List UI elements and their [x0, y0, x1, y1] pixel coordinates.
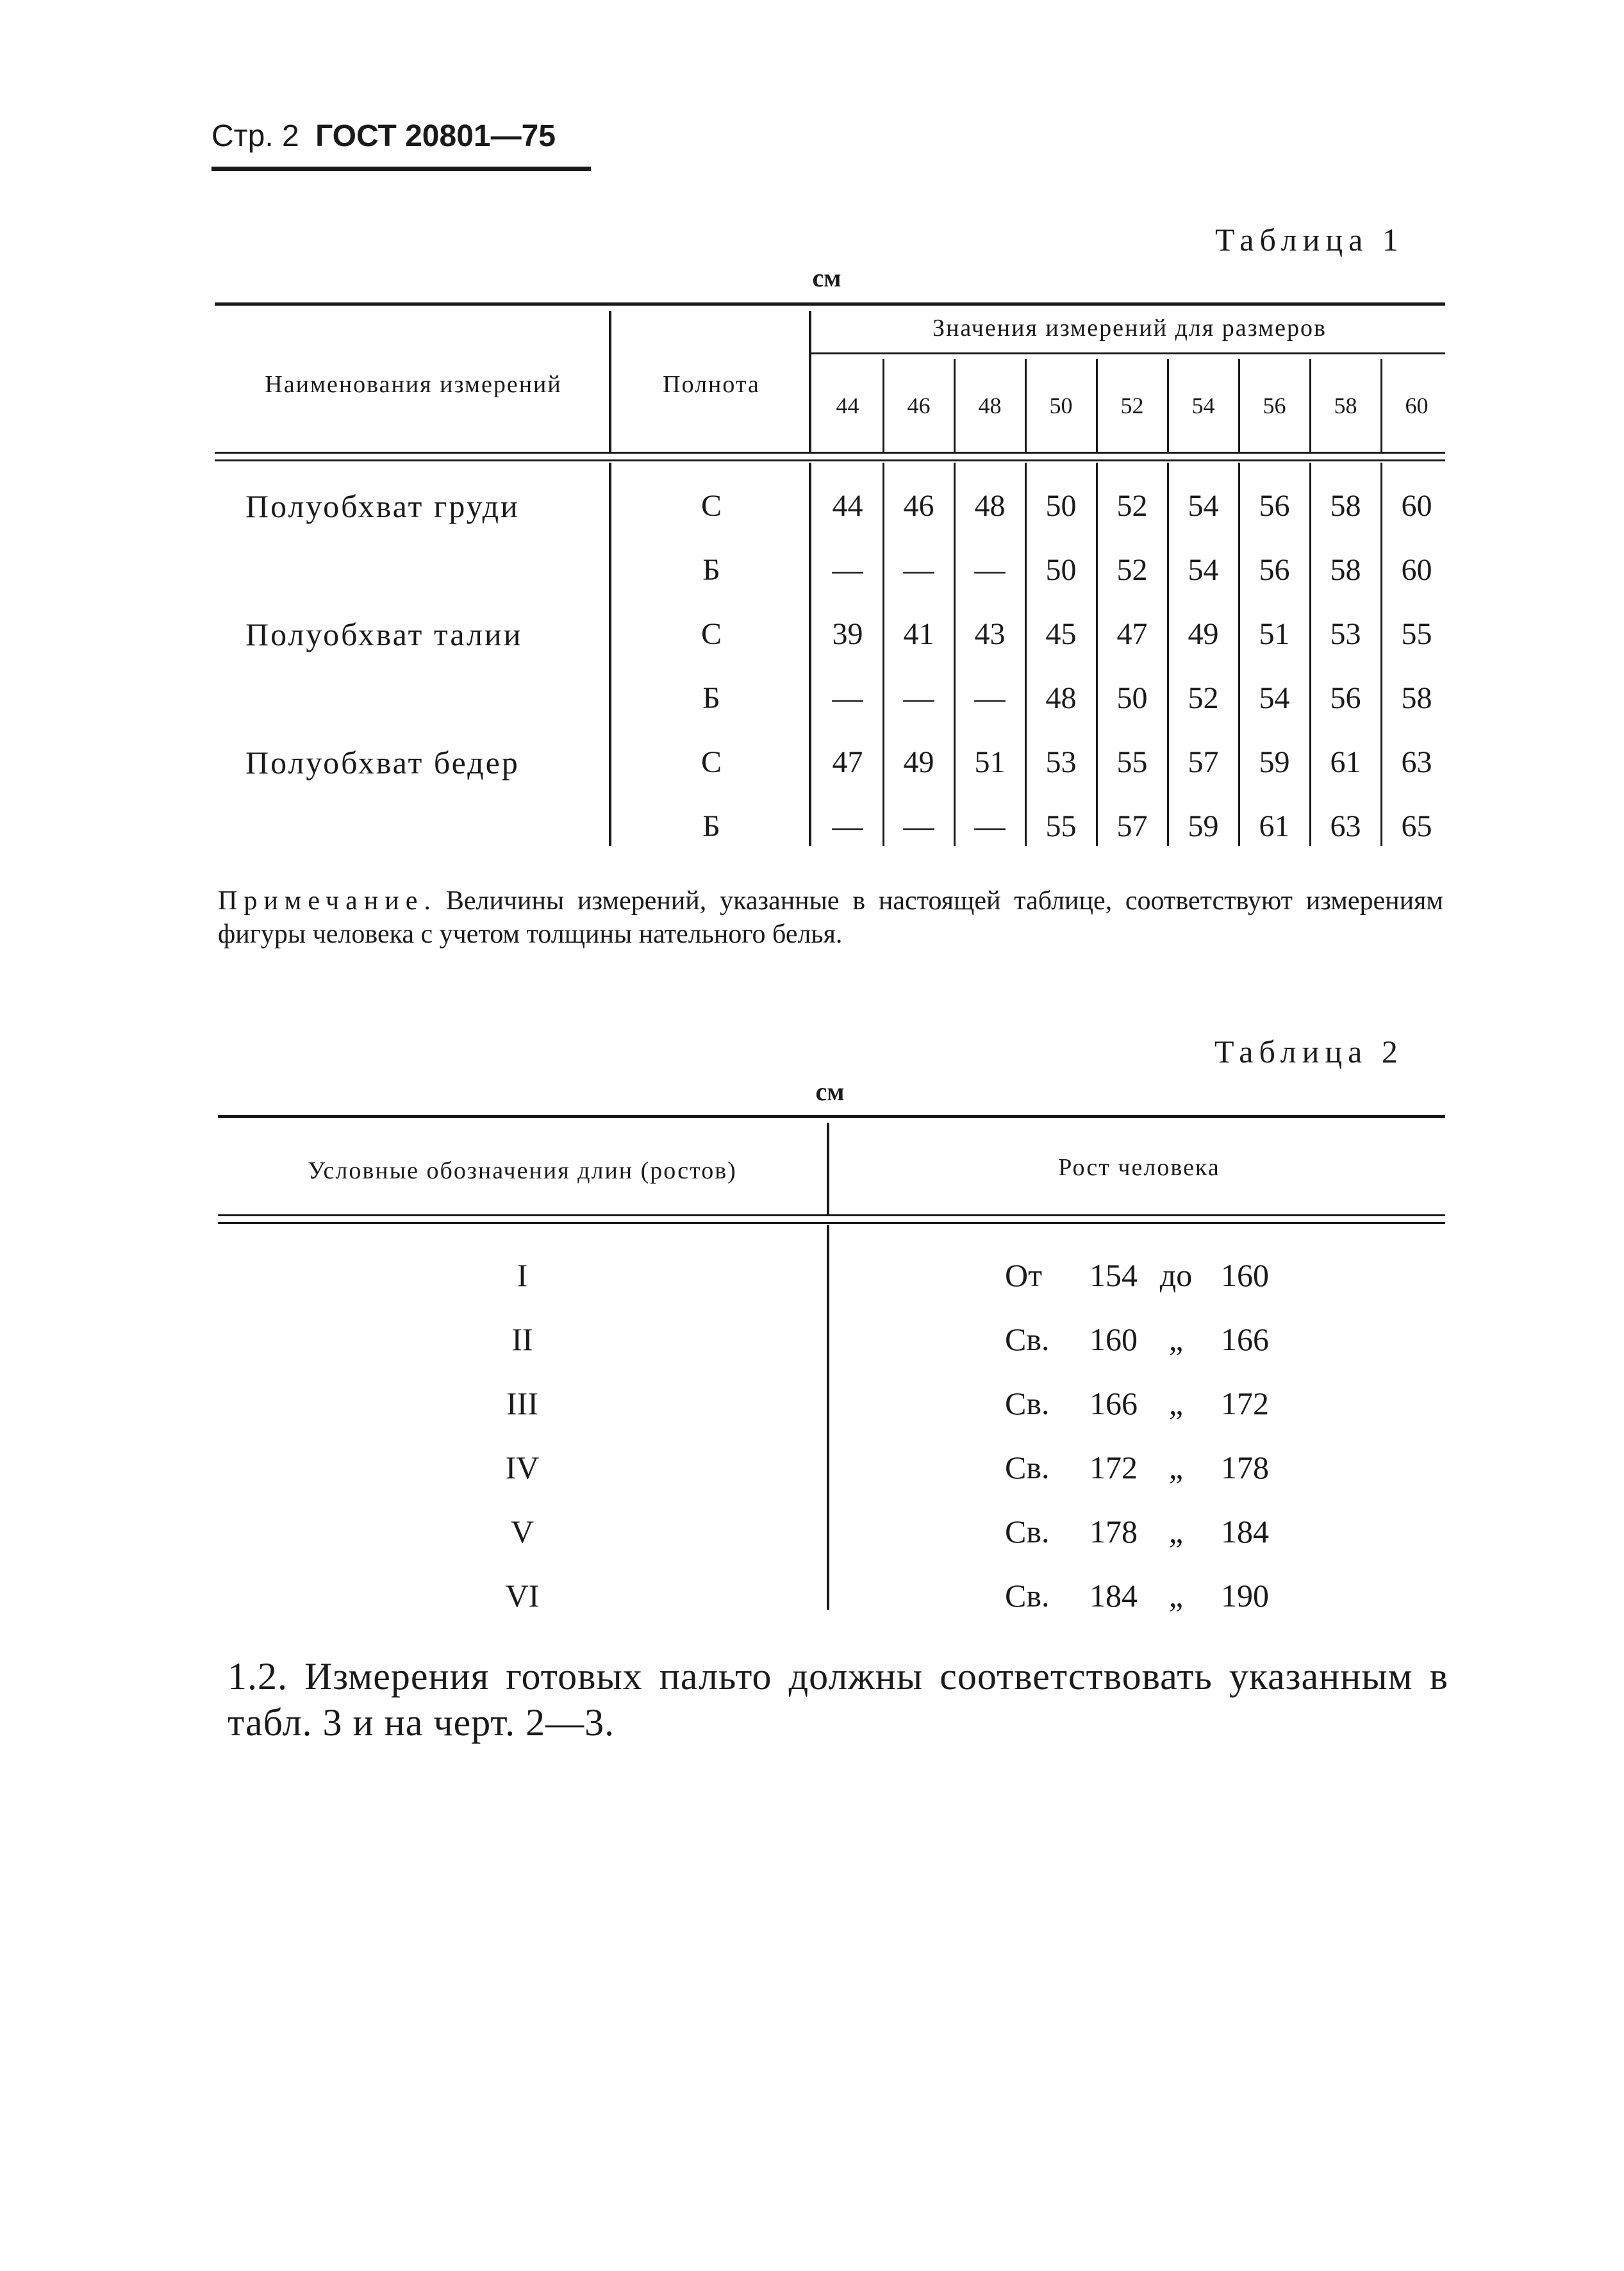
height-to: 184	[1221, 1514, 1269, 1549]
value-cell: 46	[903, 489, 934, 523]
table1-vline-body-2	[809, 463, 811, 846]
size-header: 44	[836, 393, 859, 418]
table1-caption: Таблица 1	[1215, 222, 1404, 258]
height-prefix: Св.	[1005, 1578, 1050, 1614]
measurement-name: Полуобхват бедер	[245, 745, 520, 780]
value-cell: 50	[1116, 681, 1148, 715]
table2-vline-header	[827, 1123, 829, 1214]
value-cell: 54	[1188, 553, 1219, 587]
height-sep: „	[1168, 1385, 1184, 1421]
length-code: IV	[505, 1449, 540, 1485]
height-from: 154	[1090, 1257, 1138, 1293]
value-cell: 50	[1045, 489, 1077, 523]
value-cell: 55	[1045, 809, 1077, 843]
value-cell: 43	[974, 617, 1006, 651]
fullness-cell: Б	[702, 681, 720, 715]
height-sep: „	[1168, 1514, 1184, 1549]
value-cell: 53	[1045, 745, 1077, 779]
table2-top-rule	[218, 1115, 1445, 1118]
measurement-name: Полуобхват груди	[245, 488, 520, 524]
value-cell: 53	[1330, 617, 1361, 651]
size-header: 52	[1120, 393, 1144, 418]
value-cell: 39	[832, 617, 863, 651]
value-cell: 63	[1401, 745, 1432, 779]
value-cell: 58	[1401, 681, 1432, 715]
table2-header-rule-upper	[218, 1214, 1445, 1216]
value-cell: 59	[1259, 745, 1290, 779]
value-cell: 56	[1259, 553, 1290, 587]
value-cell: 47	[832, 745, 863, 779]
length-code: III	[506, 1385, 538, 1421]
page-number: Стр. 2	[211, 119, 299, 153]
height-from: 166	[1090, 1385, 1138, 1421]
table1-col-sizes-group: Значения измерений для размеров	[932, 315, 1327, 342]
table1-vline-header-2	[809, 311, 811, 452]
paragraph-1-2: 1.2. Измерения готовых пальто должны соответствовать указанным в табл. 3 и на черт. 2—3.	[228, 1655, 1448, 1744]
value-cell: 58	[1330, 553, 1361, 587]
value-cell: 63	[1330, 809, 1361, 843]
value-cell: 41	[903, 617, 934, 651]
height-prefix: От	[1005, 1257, 1042, 1293]
table2-vline-body	[827, 1225, 829, 1610]
value-cell: 58	[1330, 489, 1361, 523]
value-cell: —	[903, 681, 934, 715]
size-header: 46	[907, 393, 931, 418]
note-text: Величины измерений, указанные в настоящей таблице, соответствуют измерениям фигуры человека с учетом толщины нательного белья.	[218, 886, 1443, 949]
value-cell: 61	[1330, 745, 1361, 779]
value-cell: 60	[1401, 553, 1432, 587]
table1-sizes-group-rule	[809, 352, 1445, 354]
table1-note	[218, 884, 1443, 951]
fullness-cell: С	[700, 489, 722, 523]
height-from: 172	[1090, 1449, 1138, 1485]
size-header: 60	[1405, 393, 1429, 418]
height-to: 178	[1221, 1449, 1269, 1485]
note-label: Примечание.	[218, 886, 437, 916]
fullness-cell: Б	[702, 809, 720, 843]
value-cell: 52	[1116, 489, 1148, 523]
height-prefix: Св.	[1005, 1385, 1050, 1421]
value-cell: —	[832, 809, 863, 843]
height-prefix: Св.	[1005, 1514, 1050, 1549]
value-cell: 56	[1330, 681, 1361, 715]
height-prefix: Св.	[1005, 1321, 1050, 1357]
table1-vline-body-1	[609, 463, 611, 846]
value-cell: 49	[1188, 617, 1219, 651]
value-cell: —	[832, 681, 863, 715]
value-cell: 50	[1045, 553, 1077, 587]
value-cell: 51	[974, 745, 1006, 779]
table1-col-name: Наименования измерений	[265, 371, 562, 398]
value-cell: —	[974, 809, 1006, 843]
value-cell: 57	[1116, 809, 1148, 843]
height-sep: „	[1168, 1449, 1184, 1485]
table2-col-code: Условные обозначения длин (ростов)	[308, 1157, 737, 1184]
fullness-cell: С	[700, 745, 722, 779]
table2-col-height: Рост человека	[1058, 1154, 1220, 1181]
height-from: 178	[1090, 1514, 1138, 1549]
value-cell: 51	[1259, 617, 1290, 651]
value-cell: 48	[1045, 681, 1077, 715]
value-cell: —	[974, 553, 1006, 587]
size-header: 48	[978, 393, 1002, 418]
height-to: 190	[1221, 1578, 1269, 1614]
value-cell: 49	[903, 745, 934, 779]
size-header: 50	[1049, 393, 1073, 418]
table2-header-rule-lower	[218, 1222, 1445, 1224]
page-header	[211, 119, 556, 154]
table1-header-rule-lower	[215, 459, 1445, 461]
value-cell: 52	[1188, 681, 1219, 715]
value-cell: 52	[1116, 553, 1148, 587]
value-cell: 54	[1188, 489, 1219, 523]
table1-header-rule-upper	[215, 452, 1445, 454]
height-prefix: Св.	[1005, 1449, 1050, 1485]
height-sep: „	[1168, 1578, 1184, 1614]
value-cell: 59	[1188, 809, 1219, 843]
length-code: VI	[505, 1578, 540, 1614]
height-to: 166	[1221, 1321, 1269, 1357]
value-cell: —	[903, 809, 934, 843]
standard-number: ГОСТ 20801—75	[315, 119, 556, 153]
value-cell: 55	[1116, 745, 1148, 779]
value-cell: 61	[1259, 809, 1290, 843]
table2-caption: Таблица 2	[1214, 1034, 1404, 1069]
size-header: 58	[1334, 393, 1357, 418]
value-cell: 48	[974, 489, 1006, 523]
table1-col-fullness: Полнота	[663, 371, 760, 398]
table2-unit: см	[815, 1077, 845, 1106]
height-from: 184	[1090, 1578, 1138, 1614]
height-sep: до	[1159, 1257, 1193, 1293]
value-cell: 44	[832, 489, 863, 523]
value-cell: 54	[1259, 681, 1290, 715]
height-to: 172	[1221, 1385, 1269, 1421]
size-header: 56	[1263, 393, 1286, 418]
length-code: II	[511, 1321, 533, 1357]
height-from: 160	[1090, 1321, 1138, 1357]
value-cell: 47	[1116, 617, 1148, 651]
measurement-name: Полуобхват талии	[245, 616, 523, 652]
length-code: V	[510, 1514, 534, 1549]
height-to: 160	[1221, 1257, 1269, 1293]
value-cell: 45	[1045, 617, 1077, 651]
height-sep: „	[1168, 1321, 1184, 1357]
fullness-cell: С	[700, 617, 722, 651]
value-cell: 65	[1401, 809, 1432, 843]
value-cell: —	[903, 553, 934, 587]
value-cell: 55	[1401, 617, 1432, 651]
fullness-cell: Б	[702, 553, 720, 587]
table1-unit: см	[812, 263, 841, 292]
table1-top-rule	[215, 302, 1445, 306]
header-rule	[211, 167, 591, 171]
length-code: I	[517, 1257, 528, 1293]
value-cell: 60	[1401, 489, 1432, 523]
size-header: 54	[1191, 393, 1215, 418]
value-cell: —	[974, 681, 1006, 715]
table1-vline-header-1	[609, 311, 611, 452]
value-cell: 57	[1188, 745, 1219, 779]
value-cell: 56	[1259, 489, 1290, 523]
value-cell: —	[832, 553, 863, 587]
